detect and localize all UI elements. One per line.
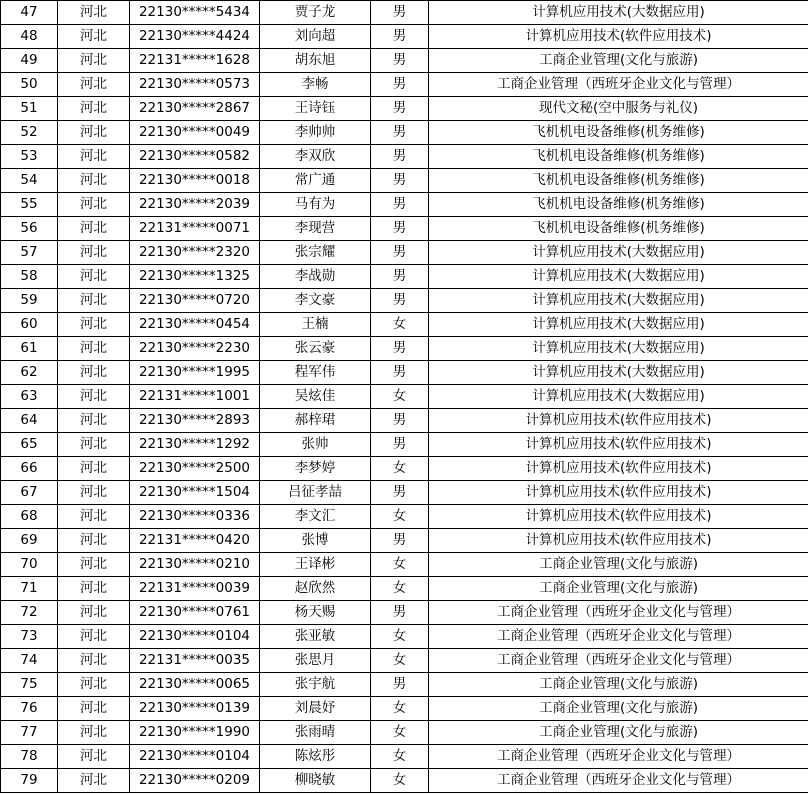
gender-cell: 男 — [371, 337, 429, 361]
table-row — [1, 529, 808, 553]
province-cell: 河北 — [58, 577, 130, 601]
row-number-cell: 52 — [1, 121, 58, 145]
name-cell: 张云豪 — [260, 337, 371, 361]
row-number-cell: 56 — [1, 217, 58, 241]
row-number-cell: 78 — [1, 745, 58, 769]
row-number-cell: 76 — [1, 697, 58, 721]
gender-cell: 女 — [371, 625, 429, 649]
table-row — [1, 145, 808, 169]
exam-id-cell: 22130*****0065 — [130, 673, 260, 697]
name-cell: 吕征孝喆 — [260, 481, 371, 505]
province-cell: 河北 — [58, 73, 130, 97]
table-row — [1, 433, 808, 457]
province-cell: 河北 — [58, 1, 130, 25]
exam-id-cell: 22130*****1504 — [130, 481, 260, 505]
row-number-cell: 73 — [1, 625, 58, 649]
name-cell: 张宗耀 — [260, 241, 371, 265]
gender-cell: 男 — [371, 529, 429, 553]
table-row — [1, 625, 808, 649]
gender-cell: 男 — [371, 217, 429, 241]
province-cell: 河北 — [58, 337, 130, 361]
major-cell: 工商企业管理(文化与旅游) — [429, 553, 808, 577]
province-cell: 河北 — [58, 121, 130, 145]
major-cell: 计算机应用技术(大数据应用) — [429, 289, 808, 313]
gender-cell: 男 — [371, 361, 429, 385]
major-cell: 工商企业管理（西班牙企业文化与管理） — [429, 649, 808, 673]
table-row — [1, 769, 808, 793]
table-row — [1, 49, 808, 73]
row-number-cell: 70 — [1, 553, 58, 577]
major-cell: 工商企业管理（西班牙企业文化与管理） — [429, 625, 808, 649]
name-cell: 张思月 — [260, 649, 371, 673]
name-cell: 贾子龙 — [260, 1, 371, 25]
exam-id-cell: 22131*****0420 — [130, 529, 260, 553]
province-cell: 河北 — [58, 97, 130, 121]
exam-id-cell: 22130*****1325 — [130, 265, 260, 289]
exam-id-cell: 22130*****0573 — [130, 73, 260, 97]
name-cell: 李畅 — [260, 73, 371, 97]
name-cell: 郝梓珺 — [260, 409, 371, 433]
exam-id-cell: 22130*****2320 — [130, 241, 260, 265]
name-cell: 杨天赐 — [260, 601, 371, 625]
table-row — [1, 289, 808, 313]
table-row — [1, 481, 808, 505]
province-cell: 河北 — [58, 601, 130, 625]
name-cell: 李战勋 — [260, 265, 371, 289]
major-cell: 工商企业管理（西班牙企业文化与管理） — [429, 745, 808, 769]
row-number-cell: 75 — [1, 673, 58, 697]
province-cell: 河北 — [58, 385, 130, 409]
row-number-cell: 53 — [1, 145, 58, 169]
gender-cell: 女 — [371, 649, 429, 673]
row-number-cell: 50 — [1, 73, 58, 97]
major-cell: 计算机应用技术(软件应用技术) — [429, 25, 808, 49]
province-cell: 河北 — [58, 505, 130, 529]
row-number-cell: 74 — [1, 649, 58, 673]
table-row — [1, 241, 808, 265]
row-number-cell: 47 — [1, 1, 58, 25]
table-row — [1, 121, 808, 145]
exam-id-cell: 22130*****2230 — [130, 337, 260, 361]
gender-cell: 女 — [371, 769, 429, 793]
province-cell: 河北 — [58, 721, 130, 745]
province-cell: 河北 — [58, 361, 130, 385]
exam-id-cell: 22130*****0210 — [130, 553, 260, 577]
province-cell: 河北 — [58, 241, 130, 265]
name-cell: 刘向超 — [260, 25, 371, 49]
major-cell: 工商企业管理(文化与旅游) — [429, 673, 808, 697]
row-number-cell: 66 — [1, 457, 58, 481]
exam-id-cell: 22131*****0035 — [130, 649, 260, 673]
row-number-cell: 49 — [1, 49, 58, 73]
gender-cell: 男 — [371, 601, 429, 625]
province-cell: 河北 — [58, 769, 130, 793]
table-row — [1, 313, 808, 337]
province-cell: 河北 — [58, 673, 130, 697]
name-cell: 马有为 — [260, 193, 371, 217]
major-cell: 计算机应用技术(软件应用技术) — [429, 409, 808, 433]
name-cell: 王译彬 — [260, 553, 371, 577]
exam-id-cell: 22130*****0720 — [130, 289, 260, 313]
exam-id-cell: 22130*****1990 — [130, 721, 260, 745]
name-cell: 刘晨妤 — [260, 697, 371, 721]
exam-id-cell: 22130*****0139 — [130, 697, 260, 721]
gender-cell: 女 — [371, 313, 429, 337]
major-cell: 飞机机电设备维修(机务维修) — [429, 217, 808, 241]
exam-id-cell: 22131*****1628 — [130, 49, 260, 73]
province-cell: 河北 — [58, 745, 130, 769]
major-cell: 工商企业管理（西班牙企业文化与管理） — [429, 73, 808, 97]
table-row — [1, 457, 808, 481]
name-cell: 王诗钰 — [260, 97, 371, 121]
exam-id-cell: 22131*****0039 — [130, 577, 260, 601]
province-cell: 河北 — [58, 145, 130, 169]
gender-cell: 男 — [371, 1, 429, 25]
gender-cell: 男 — [371, 289, 429, 313]
table-row — [1, 505, 808, 529]
gender-cell: 男 — [371, 145, 429, 169]
row-number-cell: 68 — [1, 505, 58, 529]
row-number-cell: 64 — [1, 409, 58, 433]
province-cell: 河北 — [58, 169, 130, 193]
name-cell: 吴炫佳 — [260, 385, 371, 409]
gender-cell: 男 — [371, 193, 429, 217]
exam-id-cell: 22130*****0104 — [130, 625, 260, 649]
exam-id-cell: 22130*****1995 — [130, 361, 260, 385]
exam-id-cell: 22130*****2500 — [130, 457, 260, 481]
gender-cell: 女 — [371, 697, 429, 721]
major-cell: 计算机应用技术(大数据应用) — [429, 1, 808, 25]
row-number-cell: 61 — [1, 337, 58, 361]
name-cell: 李文汇 — [260, 505, 371, 529]
province-cell: 河北 — [58, 481, 130, 505]
name-cell: 张帅 — [260, 433, 371, 457]
name-cell: 李帅帅 — [260, 121, 371, 145]
row-number-cell: 67 — [1, 481, 58, 505]
province-cell: 河北 — [58, 289, 130, 313]
major-cell: 工商企业管理(文化与旅游) — [429, 49, 808, 73]
table-row — [1, 553, 808, 577]
major-cell: 工商企业管理（西班牙企业文化与管理） — [429, 601, 808, 625]
exam-id-cell: 22130*****5434 — [130, 1, 260, 25]
table-row — [1, 217, 808, 241]
table-row — [1, 73, 808, 97]
major-cell: 飞机机电设备维修(机务维修) — [429, 169, 808, 193]
exam-id-cell: 22130*****2867 — [130, 97, 260, 121]
row-number-cell: 48 — [1, 25, 58, 49]
row-number-cell: 72 — [1, 601, 58, 625]
row-number-cell: 71 — [1, 577, 58, 601]
province-cell: 河北 — [58, 265, 130, 289]
table-row — [1, 745, 808, 769]
major-cell: 工商企业管理(文化与旅游) — [429, 697, 808, 721]
gender-cell: 女 — [371, 577, 429, 601]
table-row — [1, 337, 808, 361]
exam-id-cell: 22130*****0582 — [130, 145, 260, 169]
major-cell: 工商企业管理（西班牙企业文化与管理） — [429, 769, 808, 793]
major-cell: 飞机机电设备维修(机务维修) — [429, 145, 808, 169]
province-cell: 河北 — [58, 217, 130, 241]
table-row — [1, 265, 808, 289]
gender-cell: 男 — [371, 241, 429, 265]
table-row — [1, 361, 808, 385]
name-cell: 胡东旭 — [260, 49, 371, 73]
gender-cell: 男 — [371, 97, 429, 121]
major-cell: 计算机应用技术(软件应用技术) — [429, 481, 808, 505]
exam-id-cell: 22130*****0336 — [130, 505, 260, 529]
gender-cell: 男 — [371, 409, 429, 433]
gender-cell: 女 — [371, 457, 429, 481]
major-cell: 计算机应用技术(软件应用技术) — [429, 529, 808, 553]
province-cell: 河北 — [58, 409, 130, 433]
exam-id-cell: 22130*****0761 — [130, 601, 260, 625]
table-body — [1, 1, 808, 793]
gender-cell: 男 — [371, 673, 429, 697]
name-cell: 李现营 — [260, 217, 371, 241]
major-cell: 飞机机电设备维修(机务维修) — [429, 121, 808, 145]
major-cell: 计算机应用技术(软件应用技术) — [429, 433, 808, 457]
table-row — [1, 1, 808, 25]
province-cell: 河北 — [58, 313, 130, 337]
row-number-cell: 63 — [1, 385, 58, 409]
row-number-cell: 55 — [1, 193, 58, 217]
name-cell: 张雨晴 — [260, 721, 371, 745]
table-row — [1, 649, 808, 673]
major-cell: 飞机机电设备维修(机务维修) — [429, 193, 808, 217]
major-cell: 计算机应用技术(大数据应用) — [429, 241, 808, 265]
row-number-cell: 62 — [1, 361, 58, 385]
table-row — [1, 385, 808, 409]
major-cell: 现代文秘(空中服务与礼仪) — [429, 97, 808, 121]
major-cell: 计算机应用技术(大数据应用) — [429, 361, 808, 385]
row-number-cell: 77 — [1, 721, 58, 745]
exam-id-cell: 22130*****4424 — [130, 25, 260, 49]
row-number-cell: 69 — [1, 529, 58, 553]
table-row — [1, 697, 808, 721]
table-row — [1, 409, 808, 433]
gender-cell: 男 — [371, 433, 429, 457]
table-row — [1, 169, 808, 193]
table-row — [1, 577, 808, 601]
row-number-cell: 58 — [1, 265, 58, 289]
major-cell: 计算机应用技术(软件应用技术) — [429, 505, 808, 529]
exam-id-cell: 22130*****0049 — [130, 121, 260, 145]
name-cell: 赵欣然 — [260, 577, 371, 601]
table-row — [1, 601, 808, 625]
row-number-cell: 60 — [1, 313, 58, 337]
province-cell: 河北 — [58, 193, 130, 217]
table-row — [1, 721, 808, 745]
name-cell: 李文豪 — [260, 289, 371, 313]
row-number-cell: 59 — [1, 289, 58, 313]
gender-cell: 女 — [371, 553, 429, 577]
gender-cell: 男 — [371, 169, 429, 193]
major-cell: 计算机应用技术(大数据应用) — [429, 313, 808, 337]
table-row — [1, 25, 808, 49]
name-cell: 李梦婷 — [260, 457, 371, 481]
gender-cell: 男 — [371, 481, 429, 505]
exam-id-cell: 22130*****1292 — [130, 433, 260, 457]
name-cell: 张亚敏 — [260, 625, 371, 649]
name-cell: 柳晓敏 — [260, 769, 371, 793]
province-cell: 河北 — [58, 625, 130, 649]
exam-id-cell: 22130*****2039 — [130, 193, 260, 217]
exam-id-cell: 22131*****1001 — [130, 385, 260, 409]
exam-id-cell: 22131*****0071 — [130, 217, 260, 241]
gender-cell: 女 — [371, 385, 429, 409]
table-row — [1, 193, 808, 217]
major-cell: 工商企业管理(文化与旅游) — [429, 721, 808, 745]
gender-cell: 男 — [371, 49, 429, 73]
name-cell: 张博 — [260, 529, 371, 553]
name-cell: 李双欣 — [260, 145, 371, 169]
gender-cell: 男 — [371, 73, 429, 97]
name-cell: 王楠 — [260, 313, 371, 337]
name-cell: 张宇航 — [260, 673, 371, 697]
gender-cell: 男 — [371, 265, 429, 289]
row-number-cell: 54 — [1, 169, 58, 193]
gender-cell: 男 — [371, 25, 429, 49]
name-cell: 陈炫彤 — [260, 745, 371, 769]
province-cell: 河北 — [58, 433, 130, 457]
name-cell: 程军伟 — [260, 361, 371, 385]
row-number-cell: 57 — [1, 241, 58, 265]
gender-cell: 女 — [371, 505, 429, 529]
exam-id-cell: 22130*****2893 — [130, 409, 260, 433]
province-cell: 河北 — [58, 649, 130, 673]
province-cell: 河北 — [58, 697, 130, 721]
table-row — [1, 97, 808, 121]
exam-id-cell: 22130*****0454 — [130, 313, 260, 337]
gender-cell: 男 — [371, 121, 429, 145]
row-number-cell: 51 — [1, 97, 58, 121]
major-cell: 计算机应用技术(大数据应用) — [429, 337, 808, 361]
exam-id-cell: 22130*****0018 — [130, 169, 260, 193]
name-cell: 常广通 — [260, 169, 371, 193]
province-cell: 河北 — [58, 25, 130, 49]
province-cell: 河北 — [58, 553, 130, 577]
gender-cell: 女 — [371, 745, 429, 769]
province-cell: 河北 — [58, 457, 130, 481]
major-cell: 工商企业管理(文化与旅游) — [429, 577, 808, 601]
major-cell: 计算机应用技术(大数据应用) — [429, 265, 808, 289]
major-cell: 计算机应用技术(软件应用技术) — [429, 457, 808, 481]
gender-cell: 女 — [371, 721, 429, 745]
province-cell: 河北 — [58, 49, 130, 73]
table-row — [1, 673, 808, 697]
row-number-cell: 65 — [1, 433, 58, 457]
major-cell: 计算机应用技术(大数据应用) — [429, 385, 808, 409]
exam-id-cell: 22130*****0209 — [130, 769, 260, 793]
exam-id-cell: 22130*****0104 — [130, 745, 260, 769]
province-cell: 河北 — [58, 529, 130, 553]
row-number-cell: 79 — [1, 769, 58, 793]
